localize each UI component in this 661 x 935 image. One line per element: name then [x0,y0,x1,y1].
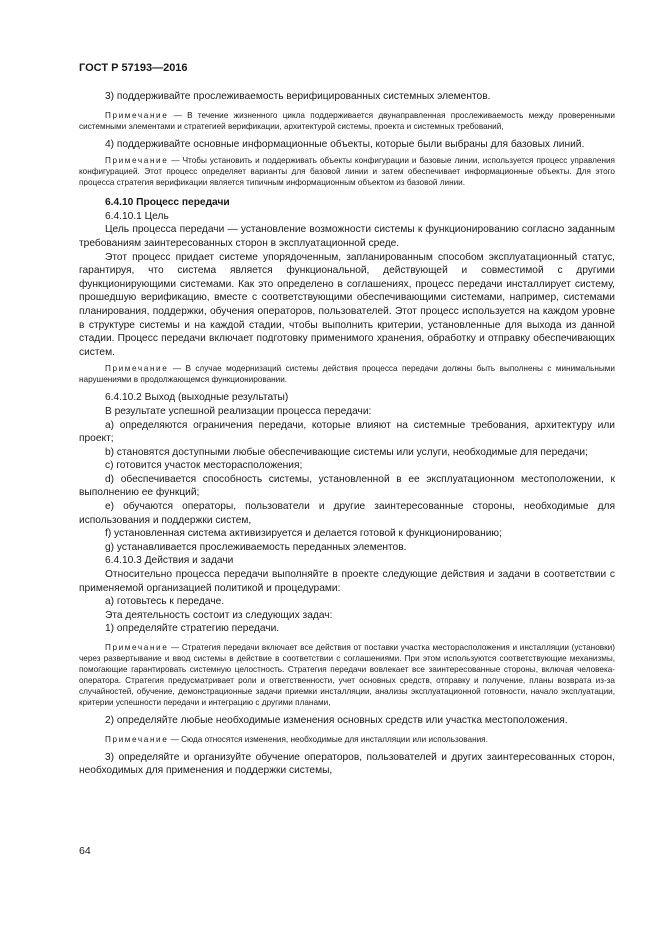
paragraph: Этот процесс придает системе упорядоченным, запланированным способом эксплуатационный статус, гарантируя, что система является функциональной, действующей и совместимой с другими функционирующими системами. Как это определено в соглашениях, процесс передачи инсталлирует систему, прошедшую верификацию, вместе с соответствующими обеспечивающими системами, например, системами планирования, поддержки, обучения операторов, пользователей. Этот процесс используется на каждом уровне в структуре системы и на каждой стадии, чтобы выполнить критерии, установленные для выхода из данной стадии. Процесс передачи включает подготовку применимого хранения, обработку и отправку обеспечивающих систем. [79,251,615,358]
note-text: — Сюда относятся изменения, необходимые для инсталляции или использования. [168,734,488,744]
note-label: Примечание [105,734,169,744]
list-item: f) установленная система активизируется и делается готовой к функционированию; [105,528,502,540]
list-item: а) готовьтесь к передаче. [105,596,225,608]
note-label: Примечание [105,364,169,374]
subsection-heading: 6.4.10.2 Выход (выходные результаты) [105,392,289,404]
note-text: — Стратегия передачи включает все действия от поставки участка месторасположения и инсталляции (установки) через развертывание и ввод системы в действие в соответствии с соглашениями. При этом используются соответствующие механизмы, помогающие гарантировать системную целостность. Стратегия передачи вовлекает все заинтересованные стороны, включая человека-оператора. Стратегия предусматривает роли и ответственности, учет основных средств, отправку и получение, планы возврата из-за случайностей, обучение, демонстрационные задачи приемки инсталляции, анализы эксплуатационной готовности, начало эксплуатации, критерии успешности передачи и интеграцию с другими планами, [79,643,615,707]
list-item: 2) определяйте любые необходимые изменения основных средств или участка местоположения. [105,715,568,726]
subsection-heading: 6.4.10.3 Действия и задачи [105,555,234,567]
note-label: Примечание [105,643,169,652]
paragraph: Цель процесса передачи — установление возможности системы к функционированию согласно заданным требованиям заинтересованных сторон в эксплуатационной среде. [79,224,615,249]
list-item: 3) определяйте и организуйте обучение операторов, пользователей и других заинтересованных сторон, необходимых для применения и поддержки системы, [79,751,615,777]
page-number: 64 [79,845,91,857]
paragraph: 4) поддерживайте основные информационные объекты, которые были выбраны для базовых линий. [105,138,585,150]
note [79,734,615,745]
list-item: b) становятся доступными любые обеспечивающие системы или услуги, необходимые для передачи; [105,446,588,458]
subsection-heading: 6.4.10.1 Цель [105,210,169,222]
list-item: 1) определяйте стратегию передачи. [105,623,280,635]
section-heading: 6.4.10 Процесс передачи [105,197,230,209]
paragraph: 3) поддерживайте прослеживаемость верифицированных системных элементов. [105,91,491,102]
note [79,155,615,188]
paragraph: Эта деятельность состоит из следующих задач: [105,609,333,621]
note [79,363,615,385]
list-item: a) определяются ограничения передачи, которые влияют на системные требования, архитектуру или проект; [79,419,615,445]
note-text: — Чтобы установить и поддерживать объекты конфигурации и базовые линии, используется процесс управления конфигурацией. Этот процесс определяет варианты для базовой линии и затем обеспечивает информационные объекты. Для этого процесса стратегия верификации является типичным информационным объектом из базовой линии. [79,156,615,188]
note [79,110,615,132]
note-text: — В случае модернизаций системы действия процесса передачи должны быть выполнены с минимальными нарушениями в продолжающемся функционировании. [79,364,615,385]
paragraph: В результате успешной реализации процесса передачи: [105,405,372,417]
list-item: g) устанавливается прослеживаемость переданных элементов. [105,541,407,553]
note-label: Примечание [105,110,169,120]
page-content [79,90,615,778]
paragraph: Относительно процесса передачи выполняйте в проекте следующие действия и задачи в соответствии с применяемой организацией политикой и процедурами: [79,569,615,594]
note-text: — В течение жизненного цикла поддерживается двунаправленная прослеживаемость между проверенными системными элементами и стратегией верификации, архитектурой системы, проекта и системных требований, [79,110,615,131]
list-item: c) готовится участок месторасположения; [105,460,303,472]
list-item: d) обеспечивается способность системы, установленной в ее эксплуатационном местоположении, к выполнению ее функций; [79,473,615,499]
note-label: Примечание [105,156,169,166]
list-item: e) обучаются операторы, пользователи и другие заинтересованные стороны, необходимые для использования и поддержки систем, [79,501,615,526]
note [79,642,615,708]
document-header: ГОСТ Р 57193—2016 [79,62,188,74]
